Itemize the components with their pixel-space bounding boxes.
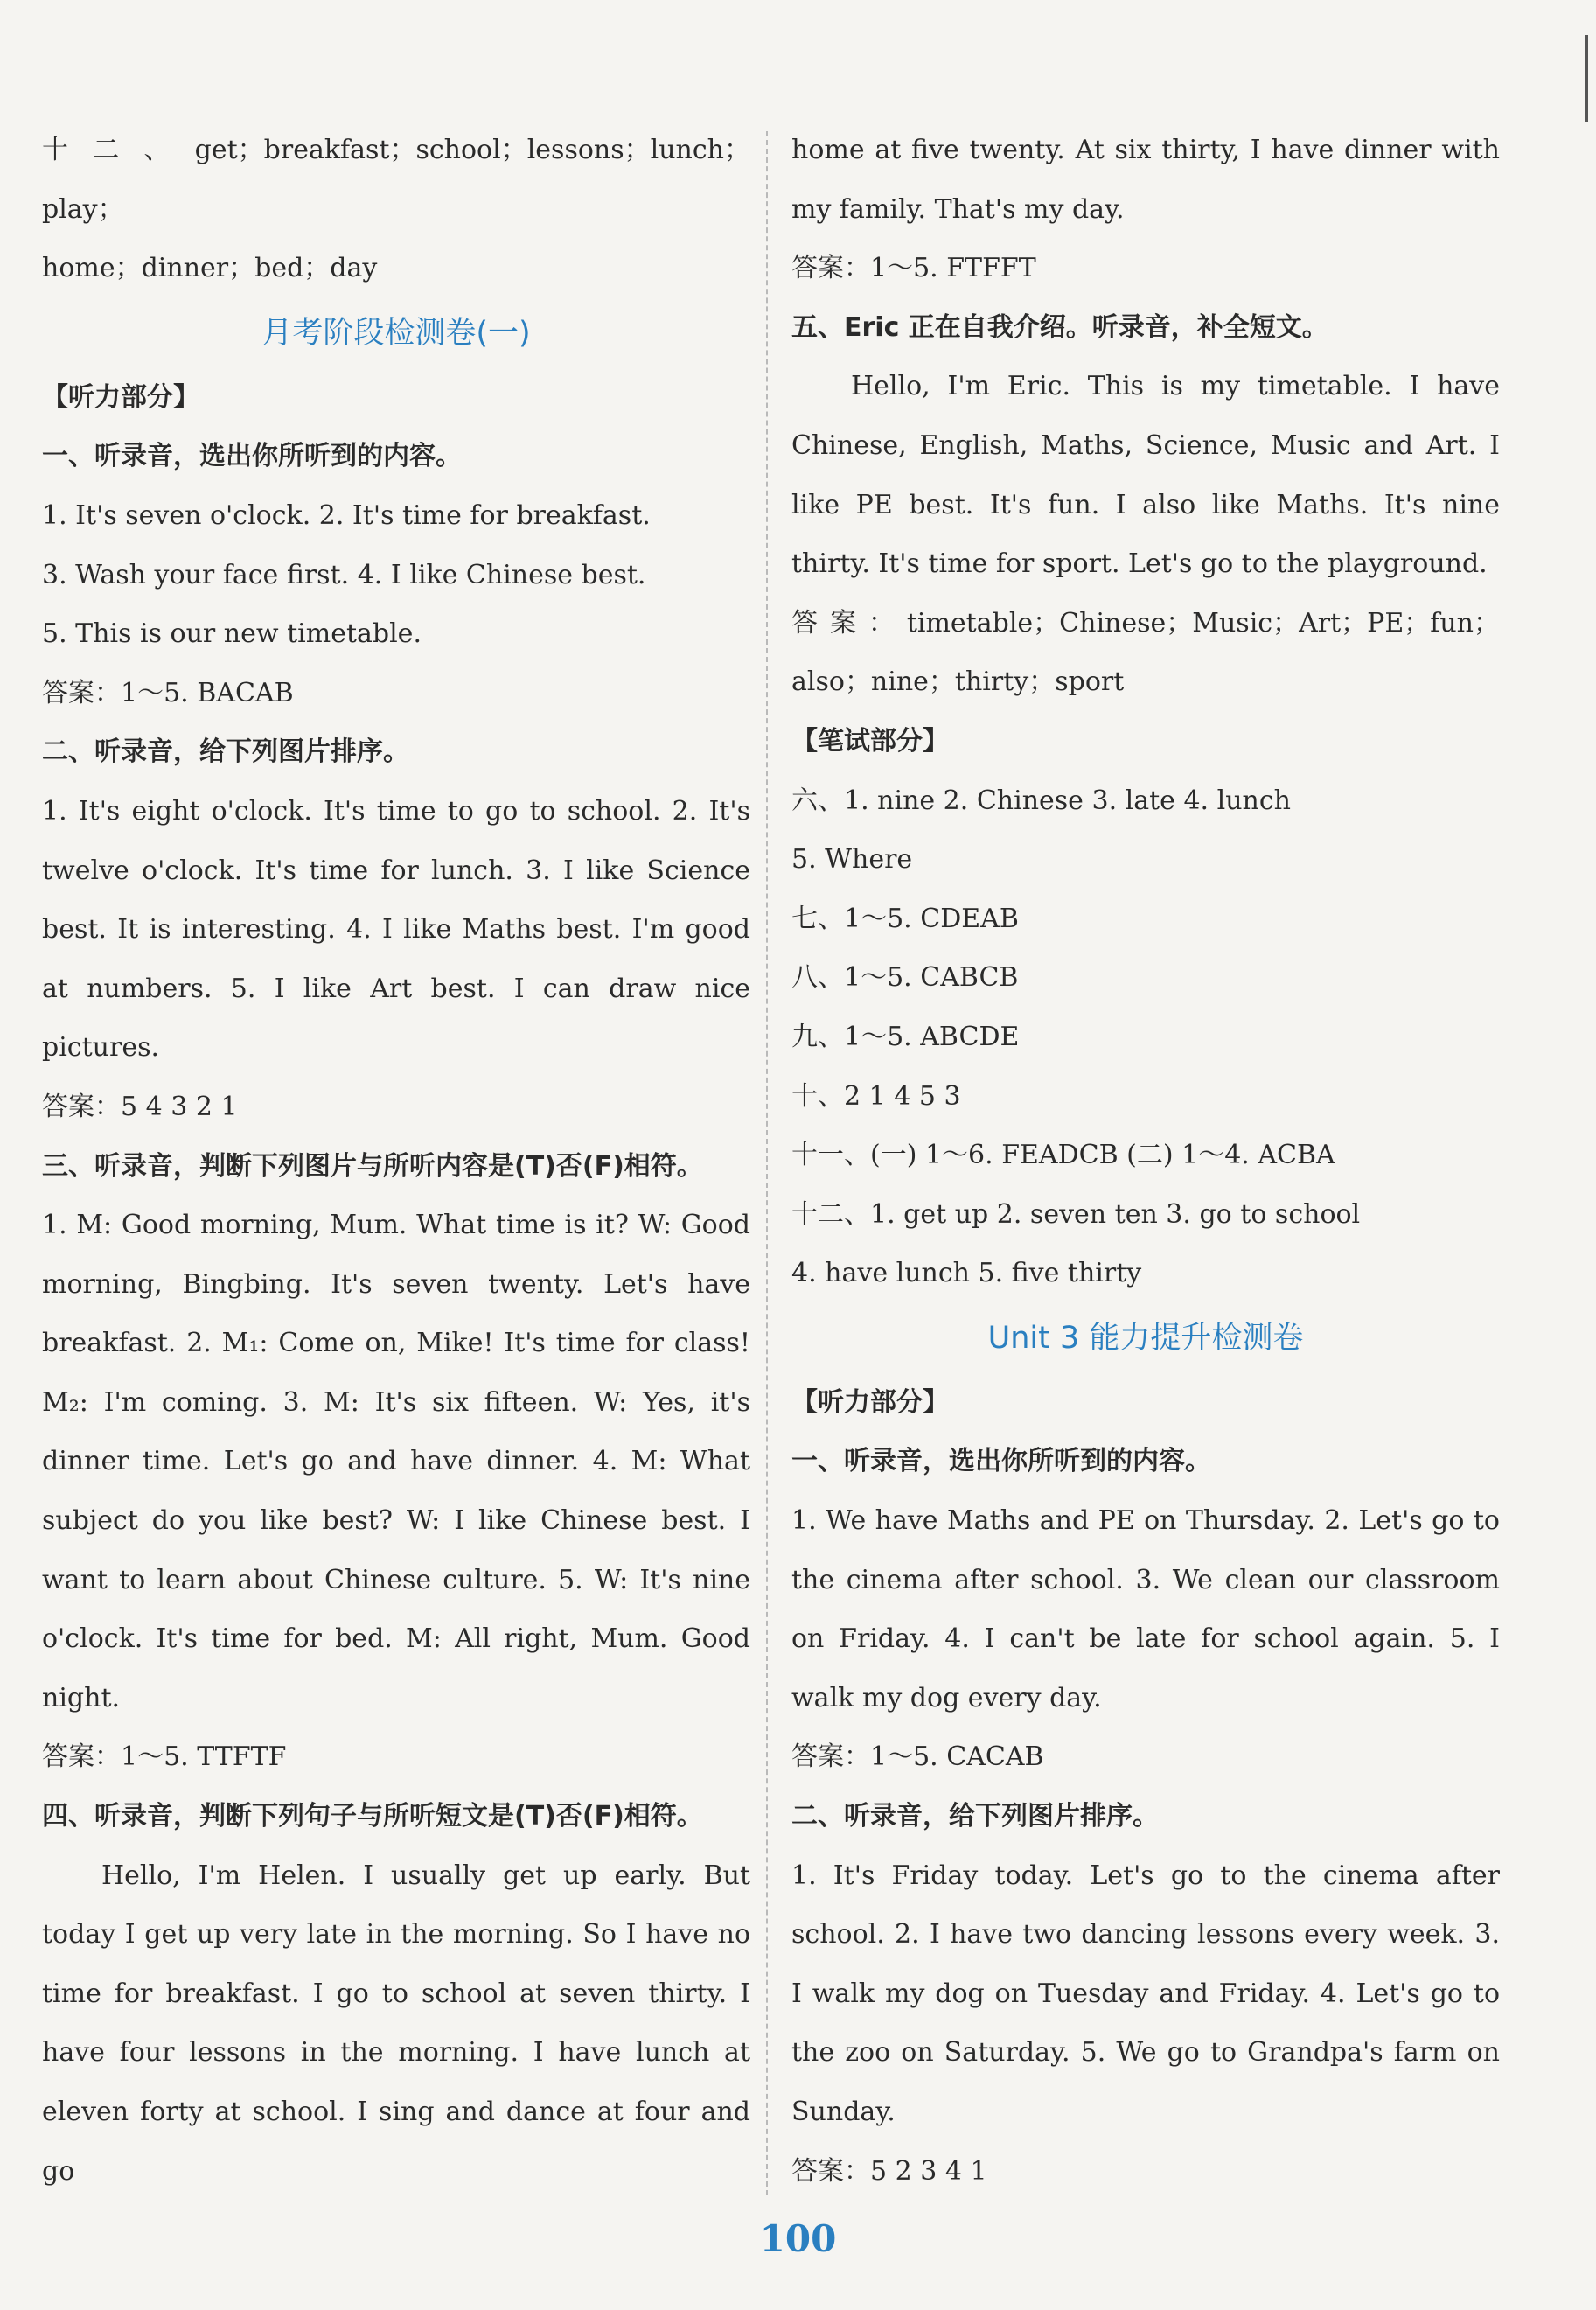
answer-line: 十二、get；breakfast；school；lessons；lunch；play； [42, 135, 750, 225]
answer-line: 八、1～5. CABCB [791, 962, 1019, 994]
part-heading: 【听力部分】 [42, 381, 199, 413]
answer-line: 六、1. nine 2. Chinese 3. late 4. lunch [791, 785, 1291, 816]
answer-line: 十、2 1 4 5 3 [791, 1080, 961, 1112]
page-edge-mark [1585, 35, 1588, 122]
question-heading: 二、听录音，给下列图片排序。 [42, 736, 409, 768]
answer-line: 答案：1～5. FTFFT [791, 253, 1036, 284]
answer-line: 十一、(一) 1～6. FEADCB (二) 1～4. ACBA [791, 1140, 1335, 1171]
script-paragraph: 1. M: Good morning, Mum. What time is it? W: Good morning, Bingbing. It's seven twenty. Let's have breakfast. 2. M₁: Come on, Mike! It's time for class! M₂: I'm coming. 3. M: It's six fifteen. W: Yes, it's dinner time. Let's go and have dinner. 4. M: What subject do you like best? W: I like Chinese best. I want to learn about Chinese culture. 5. W: It's nine o'clock. It's time for bed. M: All right, Mum. Good night. [42, 1210, 750, 1713]
section-title: Unit 3 能力提升检测卷 [987, 1320, 1304, 1356]
answer-line: 答案：5 2 3 4 1 [791, 2155, 987, 2187]
part-heading: 【笔试部分】 [791, 725, 949, 757]
answer-line: 九、1～5. ABCDE [791, 1021, 1020, 1052]
script-line: 1. It's seven o'clock. 2. It's time for breakfast. [42, 499, 651, 531]
question-heading: 三、听录音，判断下列图片与所听内容是(T)否(F)相符。 [42, 1150, 703, 1182]
script-paragraph: home at five twenty. At six thirty, I have dinner with my family. That's my day. [791, 135, 1500, 225]
script-paragraph: 1. We have Maths and PE on Thursday. 2. Let's go to the cinema after school. 3. We clean our classroom on Friday. 4. I can't be late for school again. 5. I walk my dog every day. [791, 1505, 1500, 1713]
script-paragraph: 1. It's eight o'clock. It's time to go to school. 2. It's twelve o'clock. It's time for lunch. 3. I like Science best. It is interesting. 4. I like Maths best. I'm good at numbers. 5. I like Art best. I can draw nice pictures. [42, 795, 750, 1064]
script-paragraph: Hello, I'm Eric. This is my timetable. I have Chinese, English, Maths, Science, Music and Art. I like PE best. It's fun. I also like Maths. It's nine thirty. It's time for sport. Let's go to the playground. [791, 371, 1500, 580]
answer-line: 十二、1. get up 2. seven ten 3. go to school [791, 1198, 1361, 1230]
script-paragraph: Hello, I'm Helen. I usually get up early. But today I get up very late in the morning. So I have no time for breakfast. I go to school at seven thirty. I have four lessons in the morning. I have lunch at eleven forty at school. I sing and dance at four and go [42, 1860, 750, 2187]
question-heading: 一、听录音，选出你所听到的内容。 [791, 1446, 1211, 1477]
column-divider [766, 131, 768, 2195]
answer-line: home；dinner；bed；day [42, 253, 378, 284]
section-title: 月考阶段检测卷(一) [261, 315, 531, 351]
question-heading: 四、听录音，判断下列句子与所听短文是(T)否(F)相符。 [42, 1801, 703, 1832]
script-line: 5. This is our new timetable. [42, 618, 422, 650]
answer-line: 答案：1～5. BACAB [42, 677, 294, 708]
script-paragraph: 1. It's Friday today. Let's go to the cinema after school. 2. I have two dancing lessons every week. 3. I walk my dog on Tuesday and Friday. 4. Let's go to the zoo on Saturday. 5. We go to Grandpa's farm on Sunday. [791, 1860, 1500, 2127]
script-line: 3. Wash your face first. 4. I like Chinese best. [42, 559, 646, 590]
right-column [791, 121, 1500, 2201]
question-heading: 五、Eric 正在自我介绍。听录音，补全短文。 [791, 311, 1328, 343]
answer-line: 七、1～5. CDEAB [791, 903, 1019, 934]
answer-line: 4. have lunch 5. five thirty [791, 1258, 1142, 1289]
question-heading: 一、听录音，选出你所听到的内容。 [42, 441, 462, 472]
answer-line: 答案：5 4 3 2 1 [42, 1091, 238, 1122]
answer-line: 答案：timetable；Chinese；Music；Art；PE；fun；also；nine；thirty；sport [791, 607, 1500, 698]
answer-line: 5. Where [791, 844, 913, 876]
left-column [42, 121, 750, 2201]
part-heading: 【听力部分】 [791, 1386, 949, 1418]
question-heading: 二、听录音，给下列图片排序。 [791, 1801, 1159, 1832]
answer-line: 答案：1～5. TTFTF [42, 1741, 287, 1773]
answer-line: 答案：1～5. CACAB [791, 1741, 1044, 1773]
page-number: 100 [759, 2217, 837, 2260]
